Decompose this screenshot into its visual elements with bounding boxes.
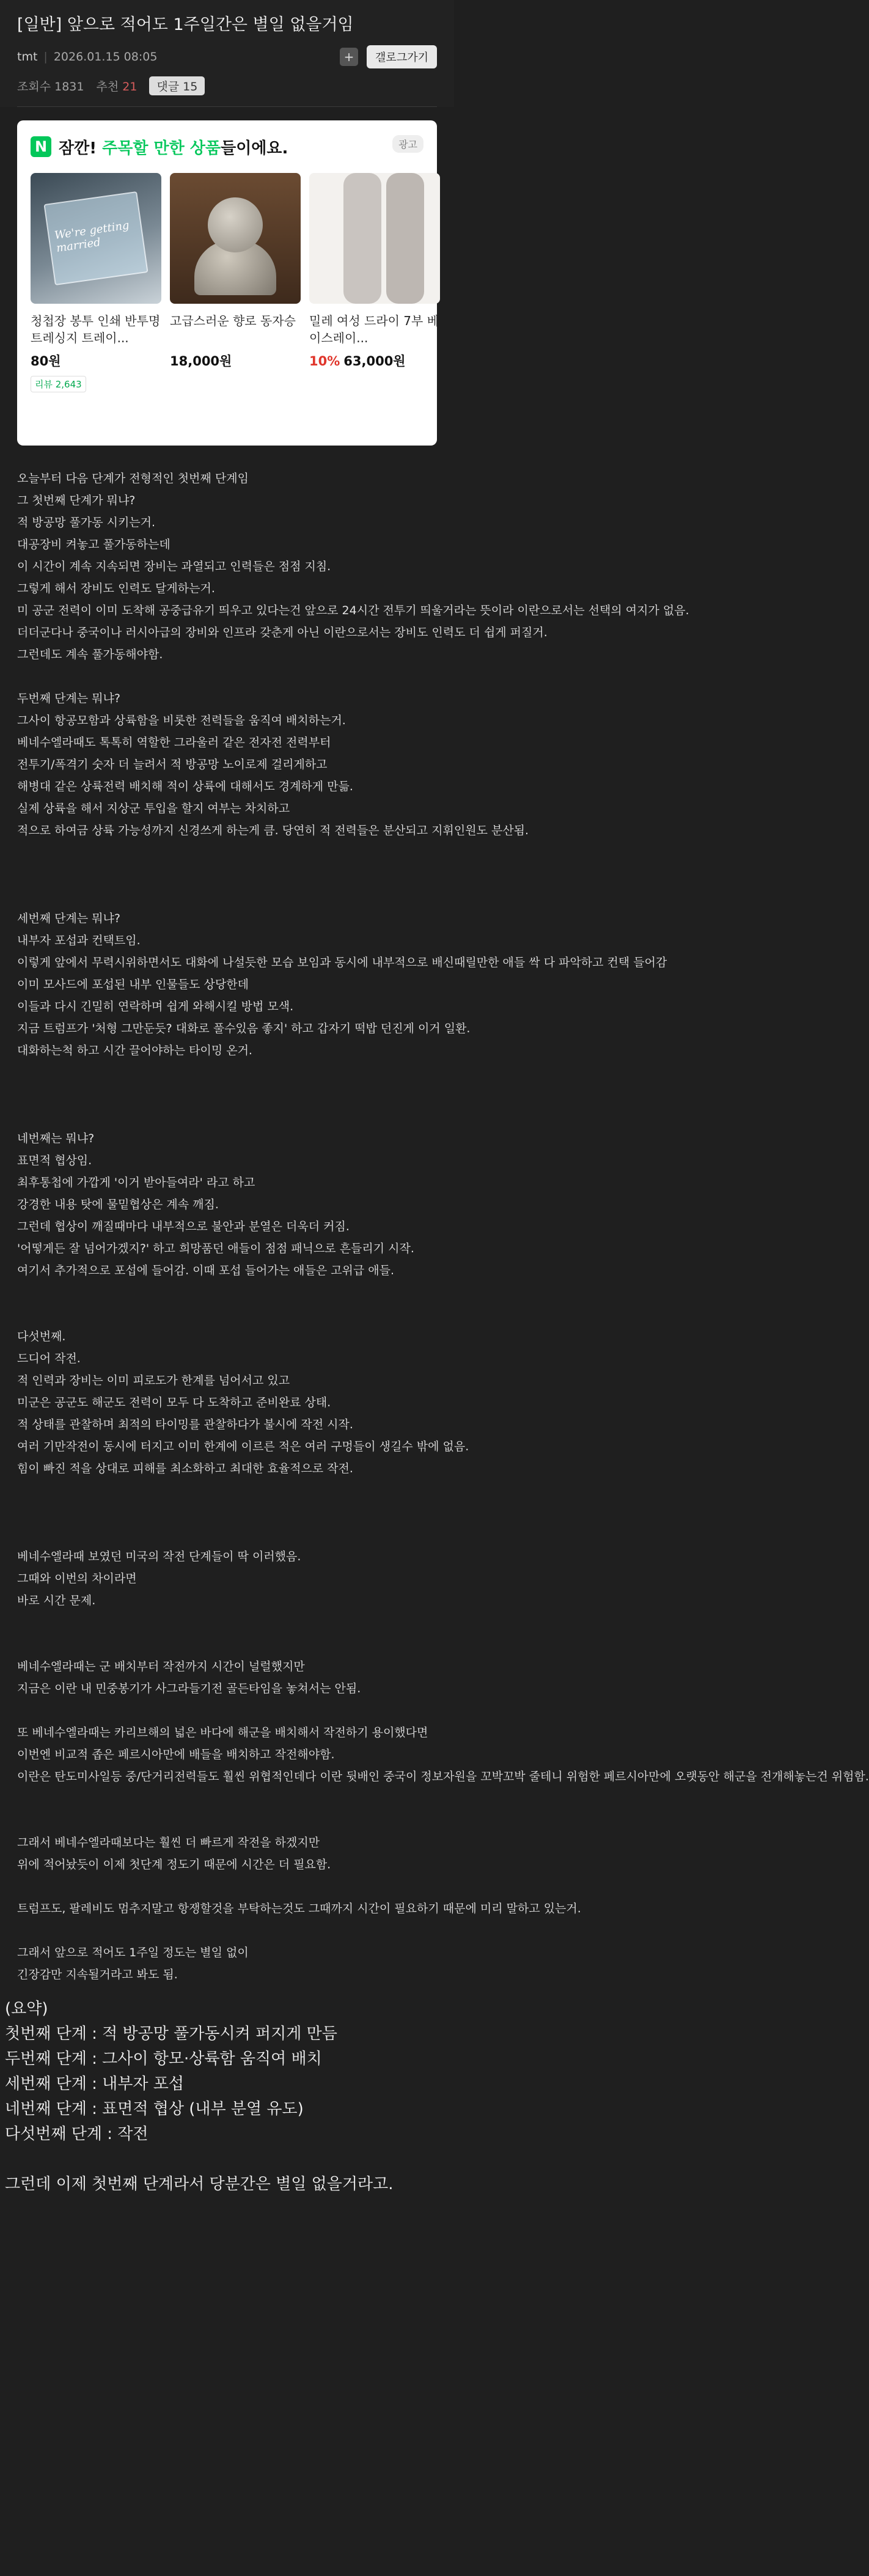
body-line: 위에 적어놨듯이 이제 첫단계 정도기 때문에 시간은 더 필요함. xyxy=(17,1858,331,1871)
body-line: 적 인력과 장비는 이미 피로도가 한계를 넘어서고 있고 xyxy=(17,1374,290,1387)
body-line: 여기서 추가적으로 포섭에 들어감. 이때 포섭 들어가는 애들은 고위급 애들. xyxy=(17,1264,395,1277)
summary-item: 첫번째 단계 : 적 방공망 풀가동시켜 퍼지게 만듬 xyxy=(5,2025,337,2043)
add-icon[interactable]: + xyxy=(340,48,358,66)
product-image[interactable] xyxy=(31,173,161,304)
body-line: 전투기/폭격기 숫자 더 늘려서 적 방공망 노이로제 걸리게하고 xyxy=(17,758,328,771)
body-line: 미 공군 전력이 이미 도착해 공중급유기 띄우고 있다는건 앞으로 24시간 전투기 띄울거라는 뜻이라 이란으로서는 선택의 여지가 없음. xyxy=(17,604,689,617)
body-line: 그래서 베네수엘라때보다는 훨씬 더 빠르게 작전을 하겠지만 xyxy=(17,1836,320,1849)
body-line: 최후통첩에 가깝게 '이거 받아들여라' 라고 하고 xyxy=(17,1176,255,1189)
post-stats xyxy=(17,71,437,100)
ad-product-card[interactable] xyxy=(309,173,440,392)
body-line: 다섯번째. xyxy=(17,1330,66,1343)
ad-headline xyxy=(59,136,288,158)
post-title: [일반] 앞으로 적어도 1주일간은 별일 없을거임 xyxy=(17,15,354,34)
body-line: 이란은 탄도미사일등 중/단거리전력들도 훨씬 위협적인데다 이란 뒷배인 중국이 정보자원을 꼬박꼬박 줄테니 위험한 페르시아만에 오랫동안 해군을 전개해놓는건 위험함. xyxy=(17,1770,869,1783)
body-line: 적으로 하여금 상륙 가능성까지 신경쓰게 하는게 큼. 당연히 적 전력들은 분산되고 지휘인원도 분산됨. xyxy=(17,824,529,837)
product-image-text: We're getting married xyxy=(53,219,130,255)
body-line: 이 시간이 계속 지속되면 장비는 과열되고 인력들은 점점 지침. xyxy=(17,560,331,573)
product-name[interactable]: 고급스러운 향로 동자승 xyxy=(170,314,296,328)
body-section-conclusion xyxy=(17,1942,437,1986)
author-name[interactable]: tmt xyxy=(17,50,38,64)
ad-header xyxy=(17,120,437,162)
summary-item: 다섯번째 단계 : 작전 xyxy=(5,2125,148,2143)
body-line: 그런데 협상이 깨질때마다 내부적으로 불안과 분열은 더욱더 커짐. xyxy=(17,1220,350,1233)
body-line: 두번째 단계는 뭐냐? xyxy=(17,692,120,705)
body-line: 실제 상륙을 해서 지상군 투입을 할지 여부는 차치하고 xyxy=(17,802,290,815)
body-line: 해병대 같은 상륙전력 배치해 적이 상륙에 대해서도 경계하게 만듦. xyxy=(17,780,353,793)
body-line: 바로 시간 문제. xyxy=(17,1594,96,1607)
ad-headline-suffix: 들이에요. xyxy=(221,139,288,158)
body-line: '어떻게든 잘 넘어가겠지?' 하고 희망품던 애들이 점점 패닉으로 흔들리기 시작. xyxy=(17,1242,414,1255)
post-meta xyxy=(17,43,437,71)
ad-product-card[interactable] xyxy=(31,173,161,392)
body-line: 이렇게 앞에서 무력시위하면서도 대화에 나설듯한 모습 보임과 동시에 내부적으로 배신때릴만한 애들 싹 다 파악하고 컨택 들어감 xyxy=(17,956,667,969)
body-line: 이미 모사드에 포섭된 내부 인물들도 상당한데 xyxy=(17,978,249,991)
view-count: 조회수 1831 xyxy=(17,79,84,94)
summary-item: 세번째 단계 : 내부자 포섭 xyxy=(5,2075,184,2093)
ad-product-list xyxy=(17,162,437,392)
body-line: 적 방공망 풀가동 시키는거. xyxy=(17,516,156,529)
body-line: 네번째는 뭐냐? xyxy=(17,1132,95,1145)
product-image[interactable] xyxy=(170,173,301,304)
body-line: 또 베네수엘라때는 카리브해의 넓은 바다에 해군을 배치해서 작전하기 용이했다면 xyxy=(17,1726,428,1739)
body-line: 세번째 단계는 뭐냐? xyxy=(17,912,120,925)
product-image[interactable] xyxy=(309,173,440,304)
summary-item: 네번째 단계 : 표면적 협상 (내부 분열 유도) xyxy=(5,2100,304,2118)
body-line: 이번엔 비교적 좁은 페르시아만에 배들을 배치하고 작전해야함. xyxy=(17,1748,335,1761)
body-line: 여러 기만작전이 동시에 터지고 이미 한계에 이르른 적은 여러 구멍들이 생길수 밖에 없음. xyxy=(17,1440,469,1453)
body-section-step5 xyxy=(17,1326,469,1480)
summary-item: 두번째 단계 : 그사이 항모·상륙함 움직여 배치 xyxy=(5,2050,322,2068)
body-line: 미군은 공군도 해군도 전력이 모두 다 도착하고 준비완료 상태. xyxy=(17,1396,331,1409)
body-line: 대화하는척 하고 시간 끌어야하는 타이밍 온거. xyxy=(17,1044,252,1057)
body-line: 그사이 항공모함과 상륙함을 비롯한 전력들을 움직여 배치하는거. xyxy=(17,714,346,727)
body-line: 지금 트럼프가 '처형 그만둔듯? 대화로 풀수있음 좋지' 하고 갑자기 떡밥 던진게 이거 일환. xyxy=(17,1022,471,1035)
body-line: 긴장감만 지속될거라고 봐도 됨. xyxy=(17,1968,178,1981)
review-badge: 리뷰 2,643 xyxy=(31,376,86,392)
body-section-step1 xyxy=(17,468,689,666)
post-summary xyxy=(0,1997,454,2197)
body-line: 그런데도 계속 풀가동해야함. xyxy=(17,648,163,661)
body-section-step4 xyxy=(17,1128,437,1282)
recommend-count: 21 xyxy=(122,79,138,94)
discount-rate: 10% xyxy=(309,354,340,369)
body-section-request xyxy=(17,1898,581,1920)
body-line: 더더군다나 중국이나 러시아급의 장비와 인프라 갖춘게 아닌 이란으로서는 장비도 인력도 더 쉽게 퍼질거. xyxy=(17,626,548,639)
meta-separator: | xyxy=(43,50,48,64)
comment-count-button[interactable]: 댓글 15 xyxy=(149,76,205,95)
body-line: 이들과 다시 긴밀히 연락하며 쉽게 와해시킬 방법 모색. xyxy=(17,1000,294,1013)
body-section-venezuela xyxy=(17,1546,437,1612)
body-line: 베네수엘라때는 군 배치부터 작전까지 시간이 널럴했지만 xyxy=(17,1660,305,1673)
ad-product-card[interactable] xyxy=(170,173,301,392)
ad-label-badge[interactable]: 광고 xyxy=(392,135,424,153)
body-line: 그 첫번째 단계가 뭐냐? xyxy=(17,494,136,507)
header-divider xyxy=(17,106,437,107)
body-line: 드디어 작전. xyxy=(17,1352,81,1365)
body-line: 힘이 빠진 적을 상대로 피해를 최소화하고 최대한 효율적으로 작전. xyxy=(17,1462,353,1475)
body-line: 지금은 이란 내 민중봉기가 사그라들기전 골든타임을 놓쳐서는 안됨. xyxy=(17,1682,361,1695)
body-section-speed xyxy=(17,1832,437,1876)
post-header xyxy=(0,0,454,107)
body-line: 오늘부터 다음 단계가 전형적인 첫번째 단계임 xyxy=(17,472,249,485)
ad-headline-prefix: 잠깐! xyxy=(59,139,103,158)
gallog-button[interactable]: 갤로그가기 xyxy=(367,45,437,68)
recommend-stat xyxy=(96,78,137,94)
shopping-ad xyxy=(17,120,437,446)
body-line: 적 상태를 관찰하며 최적의 타이밍를 관찰하다가 불시에 작전 시작. xyxy=(17,1418,353,1431)
body-line: 내부자 포섭과 컨택트임. xyxy=(17,934,141,947)
body-line: 베네수엘라때 보였던 미국의 작전 단계들이 딱 이러했음. xyxy=(17,1550,301,1563)
summary-closing: 그런데 이제 첫번째 단계라서 당분간은 별일 없을거라고. xyxy=(5,2175,394,2193)
product-price: 18,000원 xyxy=(170,354,232,369)
body-line: 표면적 협상임. xyxy=(17,1154,92,1167)
body-line: 그때와 이번의 차이라면 xyxy=(17,1572,137,1585)
post-body xyxy=(0,468,869,1986)
ad-headline-highlight: 주목할 만한 상품 xyxy=(102,139,221,158)
product-name[interactable]: 청첩장 봉투 인쇄 반투명 트레싱지 트레이... xyxy=(31,314,161,345)
summary-heading: (요약) xyxy=(5,2000,48,2018)
product-price: 80원 xyxy=(31,354,61,369)
body-section-step3 xyxy=(17,908,667,1062)
product-price: 10% 63,000원 xyxy=(309,354,406,369)
recommend-label: 추천 xyxy=(96,79,119,94)
product-name[interactable]: 밀레 여성 드라이 7부 베이스레이... xyxy=(309,314,439,345)
body-line: 강경한 내용 탓에 물밑협상은 계속 깨짐. xyxy=(17,1198,219,1211)
body-line: 그래서 앞으로 적어도 1주일 정도는 별일 없이 xyxy=(17,1946,249,1959)
body-line: 베네수엘라때도 톡톡히 역할한 그라울러 같은 전자전 전력부터 xyxy=(17,736,331,749)
body-line: 트럼프도, 팔레비도 멈추지말고 항쟁할것을 부탁하는것도 그때까지 시간이 필요하기 때문에 미리 말하고 있는거. xyxy=(17,1902,581,1915)
body-section-step2 xyxy=(17,688,529,842)
body-section-geography xyxy=(17,1722,869,1788)
summary-list xyxy=(5,1997,442,2147)
naver-logo-icon: N xyxy=(31,136,51,157)
post-date: 2026.01.15 08:05 xyxy=(53,50,158,64)
body-line: 대공장비 켜놓고 풀가동하는데 xyxy=(17,538,170,551)
body-section-time xyxy=(17,1656,437,1700)
body-line: 그렇게 해서 장비도 인력도 달게하는거. xyxy=(17,582,215,595)
